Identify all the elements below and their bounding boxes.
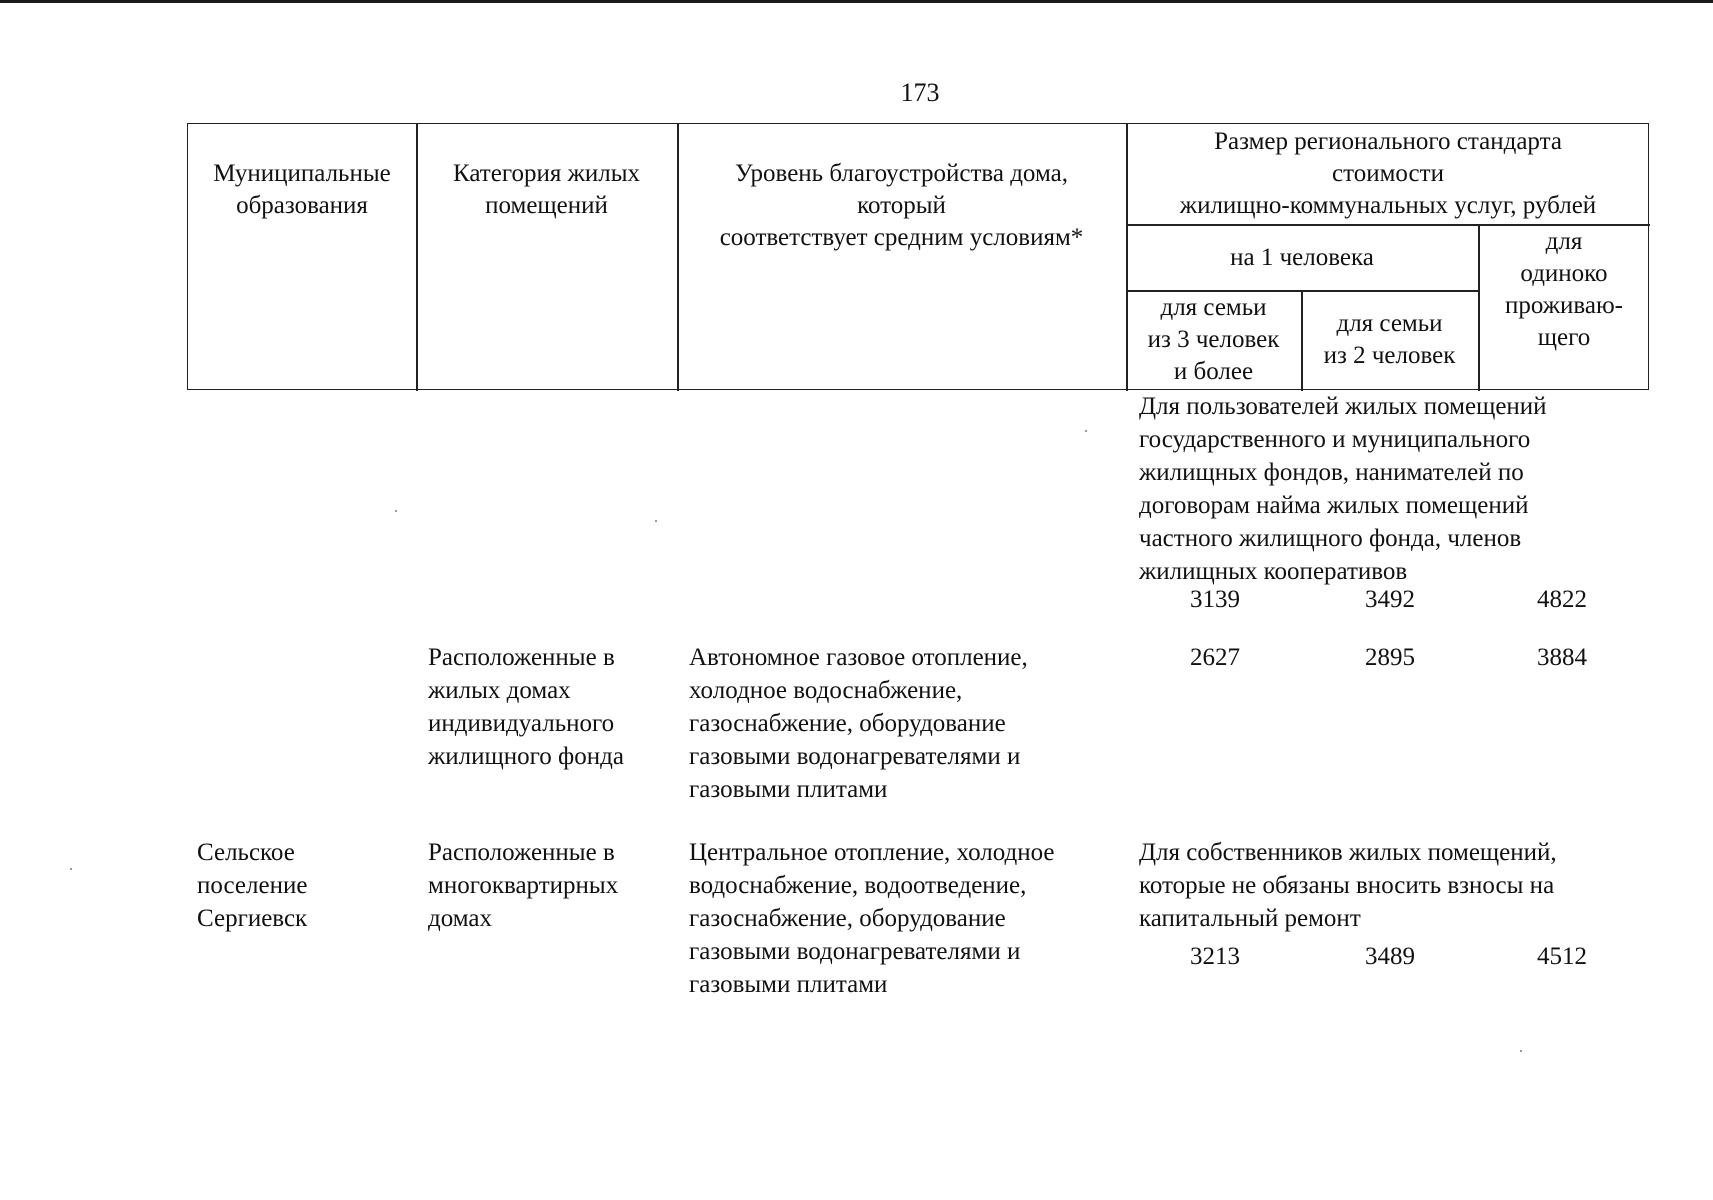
scan-speck — [1520, 1050, 1522, 1052]
value-single: 4822 — [1537, 586, 1587, 613]
page-number: 173 — [900, 78, 940, 107]
scan-edge — [0, 0, 1713, 3]
row-category: Расположенные в жилых домах индивидуального жилищного фонда — [428, 644, 624, 770]
header-single: для одиноко проживаю- щего — [1505, 228, 1623, 351]
scan-speck — [655, 520, 657, 522]
table-header — [187, 123, 1649, 390]
row-level: Автономное газовое отопление, холодное водоснабжение, газоснабжение, оборудование газовыми водонагревателями и газовыми плитами — [689, 644, 1028, 803]
header-level: Уровень благоустройства дома, который соответствует средним условиям* — [719, 160, 1084, 251]
row-category: Расположенные в многоквартирных домах — [428, 839, 619, 932]
scan-speck — [70, 868, 72, 870]
header-family2: для семьи из 2 человек — [1323, 310, 1456, 369]
value-family3: 3213 — [1190, 943, 1240, 970]
header-municipal: Муниципальные образования — [213, 160, 391, 219]
header-family3: для семьи из 3 человек и более — [1147, 294, 1280, 385]
header-per-person: на 1 человека — [1230, 244, 1374, 271]
row-level: Центральное отопление, холодное водоснабжение, водоотведение, газоснабжение, оборудование газовыми водонагревателями и газовыми плитами — [689, 839, 1055, 998]
scan-speck — [395, 510, 397, 512]
header-category: Категория жилых помещений — [453, 160, 640, 219]
value-family3: 2627 — [1190, 644, 1240, 671]
row-municipality: Сельское поселение Сергиевск — [197, 839, 308, 932]
value-family2: 3492 — [1365, 586, 1415, 613]
row-note: Для собственников жилых помещений, которые не обязаны вносить взносы на капитальный ремонт — [1139, 839, 1557, 932]
value-family2: 2895 — [1365, 644, 1415, 671]
value-single: 4512 — [1537, 943, 1587, 970]
row-note: Для пользователей жилых помещений государственного и муниципального жилищных фондов, нанимателей по договорам найма жилых помещений частного жилищного фонда, членов жилищных кооперативов — [1139, 393, 1547, 585]
header-standard: Размер регионального стандарта стоимости жилищно-коммунальных услуг, рублей — [1179, 128, 1597, 219]
value-family2: 3489 — [1365, 943, 1415, 970]
value-single: 3884 — [1537, 644, 1587, 671]
scan-speck — [1085, 430, 1087, 432]
value-family3: 3139 — [1190, 586, 1240, 613]
